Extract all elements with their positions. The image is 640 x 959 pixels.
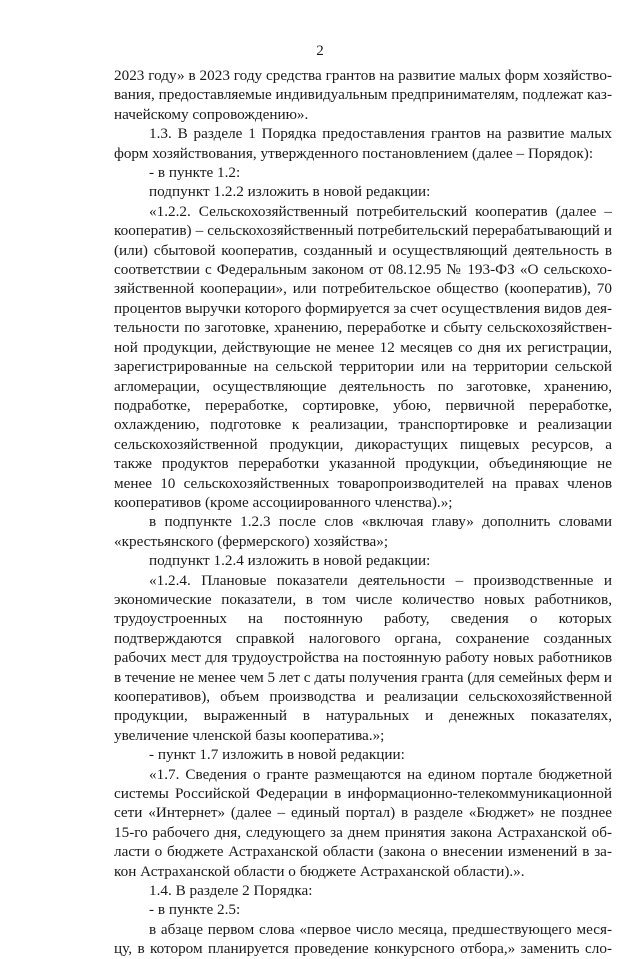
paragraph-subpoint-1-2-2-text: «1.2.2. Сельскохозяйственный потребительский кооператив (далее – кооператив) – сельскохозяйственный потребительский перерабатывающий и (или) сбытовой кооператив, созданный и осуществляющий деятельность в соответствии с Федеральным законом от 08.12.95 № 193-ФЗ «О сельскохозяйственной кооперации», или потребительское общество (кооператив), 70 процентов выручки которого формируется за счет осуществления видов деятельности по заготовке, хранению, переработке и сбыту сельскохозяйственной продукции, действующие не менее 12 месяцев со дня их регистрации, зарегистрированные на сельской территории или на территории сельской агломерации, осуществляющие деятельность по заготовке, хранению, подработке, переработке, сортировке, убою, первичной переработке, охлаждению, подготовке к реализации, транспортировке и реализации сельскохозяйственной продукции, дикорастущих пищевых ресурсов, а также продуктов переработки указанной продукции, объединяющие не менее 10 сельскохозяйственных товаропроизводителей на правах членов кооперативов (кроме ассоциированного членства).»; <box>114 202 613 511</box>
paragraph-subpoint-1-2-4-intro: подпункт 1.2.4 изложить в новой редакции: <box>149 552 431 570</box>
document-body <box>114 66 612 959</box>
paragraph-point-1-7-text: «1.7. Сведения о гранте размещаются на едином портале бюджетной системы Российской Федерации в информационно-телекоммуникационной сети «Интернет» (далее – единый портал) в разделе «Бюджет» не позднее 15-го рабочего дня, следующего за днем принятия закона Астраханской области о бюджете Астраханской области (закона о внесении изменений в закон Астраханской области о бюджете Астраханской области).». <box>114 765 612 880</box>
paragraph-section-1-4: 1.4. В разделе 2 Порядка: <box>149 882 313 900</box>
paragraph-subpoint-1-2-3: в подпункте 1.2.3 после слов «включая главу» дополнить словами «крестьянского (фермерского) хозяйства»; <box>114 513 612 550</box>
paragraph-point-1-2: - в пункте 1.2: <box>149 164 241 182</box>
paragraph-subpoint-1-2-2-intro: подпункт 1.2.2 изложить в новой редакции: <box>149 183 431 201</box>
paragraph-point-1-7-intro: - пункт 1.7 изложить в новой редакции: <box>149 746 405 764</box>
paragraph-section-1-3: 1.3. В разделе 1 Порядка предоставления грантов на развитие малых форм хозяйствования, утвержденного постановлением (далее – Порядок): <box>114 125 612 162</box>
paragraph-continuation: 2023 году» в 2023 году средства грантов на развитие малых форм хозяйствования, предоставляемые индивидуальным предпринимателям, подлежат казначейскому сопровождению». <box>114 67 612 123</box>
page-number: 2 <box>316 43 324 59</box>
paragraph-point-2-5: - в пункте 2.5: <box>149 901 241 919</box>
paragraph-first-abzac: в абзаце первом слова «первое число месяца, предшествующего месяцу, в котором планируется проведение конкурсного отбора,» заменить сло- <box>114 920 612 958</box>
paragraph-subpoint-1-2-4-text: «1.2.4. Плановые показатели деятельности – производственные и экономические показатели, в том числе количество новых работников, трудоустроенных на постоянную работу, сведения о которых подтверждаются справкой налогового органа, сохранение созданных рабочих мест для трудоустройства на постоянную работу новых работников в течение не менее чем 5 лет с даты получения гранта (для семейных ферм и кооперативов), объем производства и реализации сельскохозяйственной продукции, выраженный в натуральных и денежных показателях, увеличение членской базы кооператива.»; <box>114 571 612 744</box>
